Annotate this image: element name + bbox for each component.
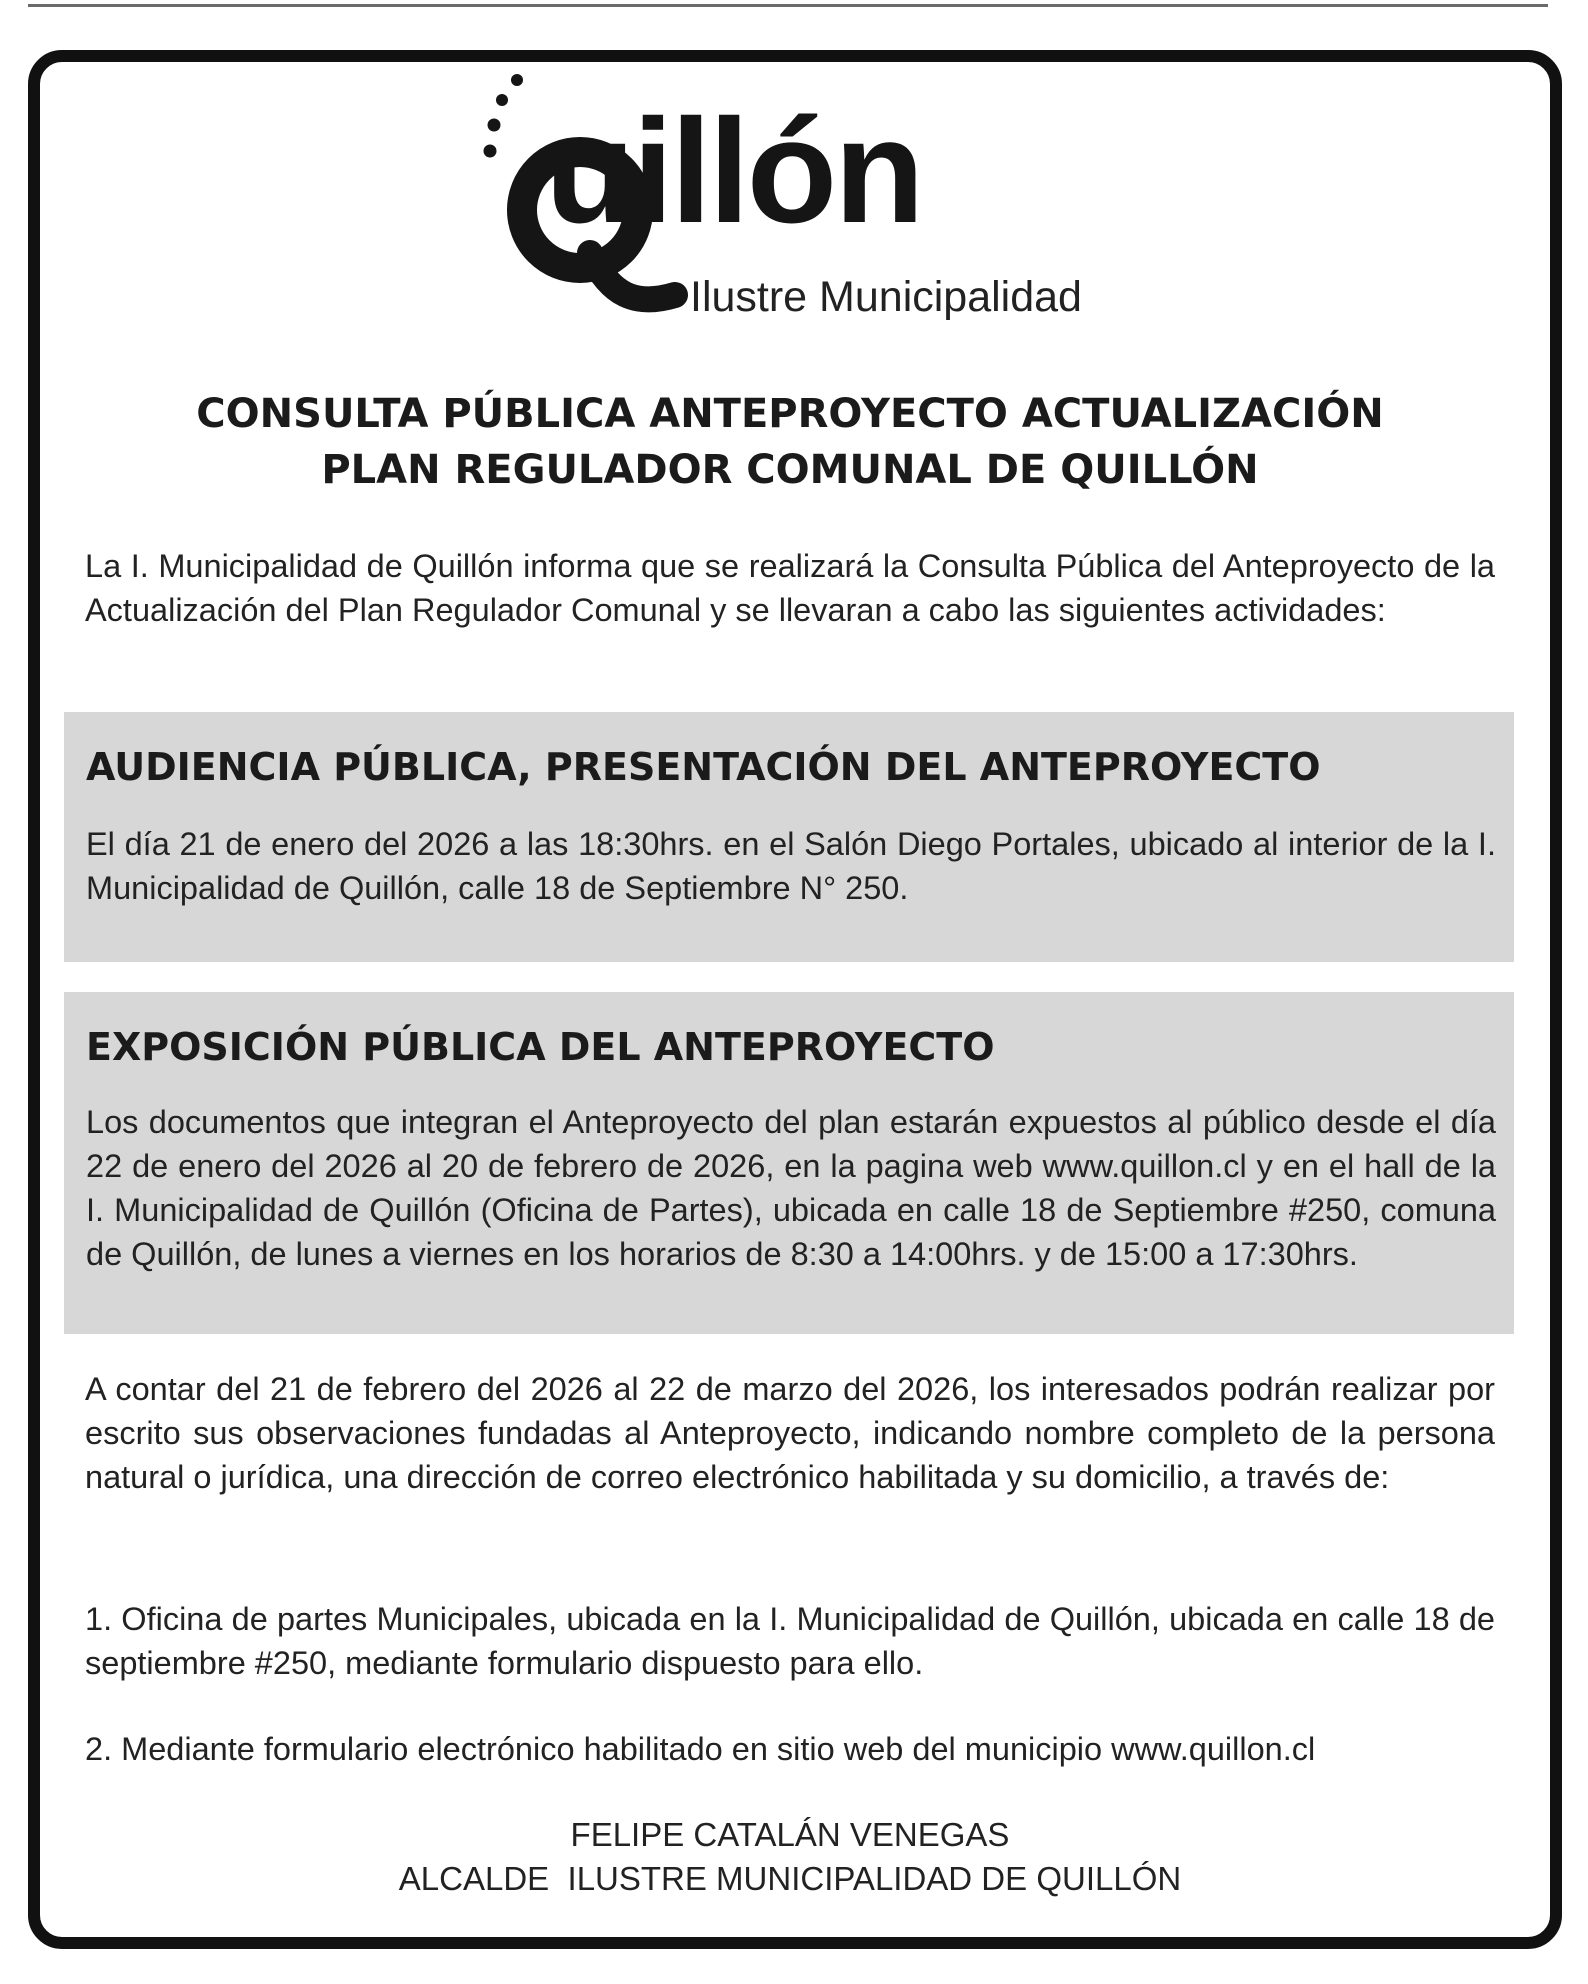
logo-word-rest: uillón bbox=[545, 89, 922, 254]
logo-subtitle: Ilustre Municipalidad bbox=[690, 273, 1082, 321]
audiencia-heading: AUDIENCIA PÚBLICA, PRESENTACIÓN DEL ANTEPROYECTO bbox=[86, 745, 1321, 789]
exposicion-section bbox=[64, 992, 1514, 1334]
signature-role: ALCALDE ILUSTRE MUNICIPALIDAD DE QUILLÓN bbox=[398, 1860, 1182, 1897]
logo-wordmark bbox=[545, 89, 922, 254]
audiencia-section bbox=[64, 712, 1514, 962]
signature-name: FELIPE CATALÁN VENEGAS bbox=[570, 1816, 1010, 1853]
exposicion-body: Los documentos que integran el Anteproyecto del plan estarán expuestos al público desde el día 22 de enero del 2026 al 20 de febrero de 2026, en la pagina web www.quillon.cl y en el hall de la I. Municipalidad de Quillón (Oficina de Partes), ubicada en calle 18 de Septiembre #250, comuna de Quillón, de lunes a viernes en los horarios de 8:30 a 14:00hrs. y de 15:00 a 17:30hrs. bbox=[86, 1104, 1496, 1272]
observaciones-paragraph: A contar del 21 de febrero del 2026 al 22 de marzo del 2026, los interesados podrán realizar por escrito sus observaciones fundadas al Anteproyecto, indicando nombre completo de la persona natural o jurídica, una dirección de correo electrónico habilitada y su domicilio, a través de: bbox=[85, 1371, 1495, 1495]
list-item: 2. Mediante formulario electrónico habilitado en sitio web del municipio www.quillon.cl bbox=[85, 1731, 1316, 1767]
notice-title-line1: CONSULTA PÚBLICA ANTEPROYECTO ACTUALIZACIÓN bbox=[196, 391, 1384, 437]
intro-paragraph: La I. Municipalidad de Quillón informa que se realizará la Consulta Pública del Anteproyecto de la Actualización del Plan Regulador Comunal y se llevaran a cabo las siguientes actividades: bbox=[85, 548, 1495, 628]
list-item: 1. Oficina de partes Municipales, ubicada en la I. Municipalidad de Quillón, ubicada en calle 18 de septiembre #250, mediante formulario dispuesto para ello. bbox=[85, 1601, 1495, 1681]
logo-q-tail-dot bbox=[669, 284, 687, 302]
logo-dots bbox=[484, 74, 524, 158]
exposicion-heading: EXPOSICIÓN PÚBLICA DEL ANTEPROYECTO bbox=[86, 1025, 995, 1069]
notice-title-line2: PLAN REGULADOR COMUNAL DE QUILLÓN bbox=[321, 447, 1259, 493]
audiencia-body: El día 21 de enero del 2026 a las 18:30hrs. en el Salón Diego Portales, ubicado al interior de la I. Municipalidad de Quillón, calle 18 de Septiembre N° 250. bbox=[86, 826, 1496, 906]
top-rule bbox=[28, 4, 1548, 7]
